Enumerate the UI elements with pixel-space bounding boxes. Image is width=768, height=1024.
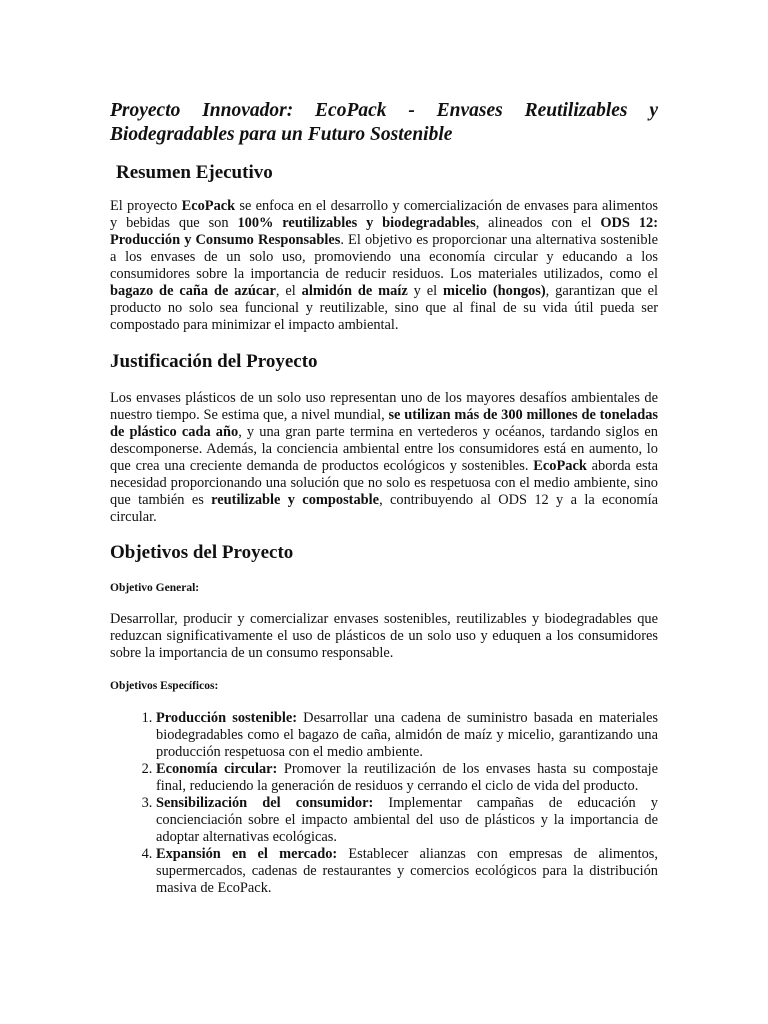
title-line-2: Biodegradables para un Futuro Sostenible [110, 124, 453, 145]
list-item [156, 795, 658, 846]
bold-run: reutilizable y compostable [211, 492, 380, 508]
list-item [156, 846, 658, 897]
item-text: Implementar campañas de educación y concienciación sobre el impacto ambiental del uso de plásticos y la importancia de adoptar alternativas ecológicas. [156, 795, 659, 845]
text-run: , el [275, 283, 302, 299]
bold-run: 100% reutilizables y biodegradables [237, 215, 476, 231]
heading-justificacion: Justificación del Proyecto [110, 351, 318, 372]
text-run: , contribuyendo al ODS 12 y a la economía circular. [110, 492, 658, 525]
item-text: Desarrollar una cadena de suministro basada en materiales biodegradables como el bagazo de caña, almidón de maíz y micelio, garantizando una producción respetuosa con el medio ambiente. [156, 710, 658, 760]
text-run: , alineados con el [475, 215, 601, 231]
bold-run: micelio (hongos) [443, 283, 546, 299]
item-label: Economía circular: [156, 761, 278, 777]
text-run: , y una gran parte termina en vertederos y océanos, tardando siglos en descomponerse. Además, la conciencia ambiental entre los consumidores está en aumento, lo que crea una creciente demanda de productos ecológicos y sostenibles. [110, 424, 658, 474]
text-run: Los envases plásticos de un solo uso representan uno de los mayores desafíos ambientales de nuestro tiempo. Se estima que, a nivel mundial, [110, 390, 658, 423]
item-text: Establecer alianzas con empresas de alimentos, supermercados, cadenas de restaurantes y comercios ecológicos para la distribución masiva de EcoPack. [156, 846, 658, 896]
bold-run: EcoPack [533, 458, 587, 474]
item-text: Promover la reutilización de los envases hasta su compostaje final, reduciendo la generación de residuos y cerrando el ciclo de vida del producto. [156, 761, 659, 794]
list-item [156, 761, 658, 795]
text-run: , garantizan que el producto no solo sea funcional y reutilizable, sino que al final de su vida útil pueda ser compostado para minimizar el impacto ambiental. [110, 283, 658, 333]
item-label: Expansión en el mercado: [156, 846, 338, 862]
paragraph-objetivo-general: Desarrollar, producir y comercializar envases sostenibles, reutilizables y biodegradables que reduzcan significativamente el uso de plásticos de un solo uso y eduquen a los consumidores sobre la importancia de un consumo responsable. [110, 611, 658, 661]
bold-run: bagazo de caña de azúcar [110, 283, 276, 299]
text-run: El proyecto [110, 198, 182, 214]
list-item [156, 710, 658, 761]
heading-objetivos: Objetivos del Proyecto [110, 542, 294, 563]
item-label: Sensibilización del consumidor: [156, 795, 374, 811]
heading-resumen: Resumen Ejecutivo [116, 162, 273, 183]
subheading-objetivos-especificos: Objetivos Específicos: [110, 680, 219, 692]
bold-run: almidón de maíz [301, 283, 408, 299]
text-run: aborda esta necesidad proporcionando una solución que no solo es respetuosa con el medio ambiente, sino que también es [110, 458, 658, 508]
title-line-1: Proyecto Innovador: EcoPack - Envases Reutilizables y [110, 100, 658, 121]
subheading-objetivo-general: Objetivo General: [110, 582, 200, 594]
text-run: se enfoca en el desarrollo y comercialización de envases para alimentos y bebidas que son [110, 198, 658, 231]
document-title [110, 99, 658, 147]
bold-run: EcoPack [181, 198, 236, 214]
paragraph-resumen [110, 198, 658, 334]
paragraph-justificacion [110, 390, 658, 526]
bold-run: ODS 12: Producción y Consumo Responsables [110, 215, 658, 248]
bold-run: se utilizan más de 300 millones de toneladas de plástico cada año [110, 407, 658, 440]
item-label: Producción sostenible: [156, 710, 298, 726]
objectives-list [110, 710, 658, 897]
text-run: . El objetivo es proporcionar una alternativa sostenible a los envases de un solo uso, promoviendo una economía circular y educando a los consumidores sobre la importancia de reducir residuos. Los materiales utilizados, como el [110, 232, 658, 282]
text-run: y el [407, 283, 444, 299]
